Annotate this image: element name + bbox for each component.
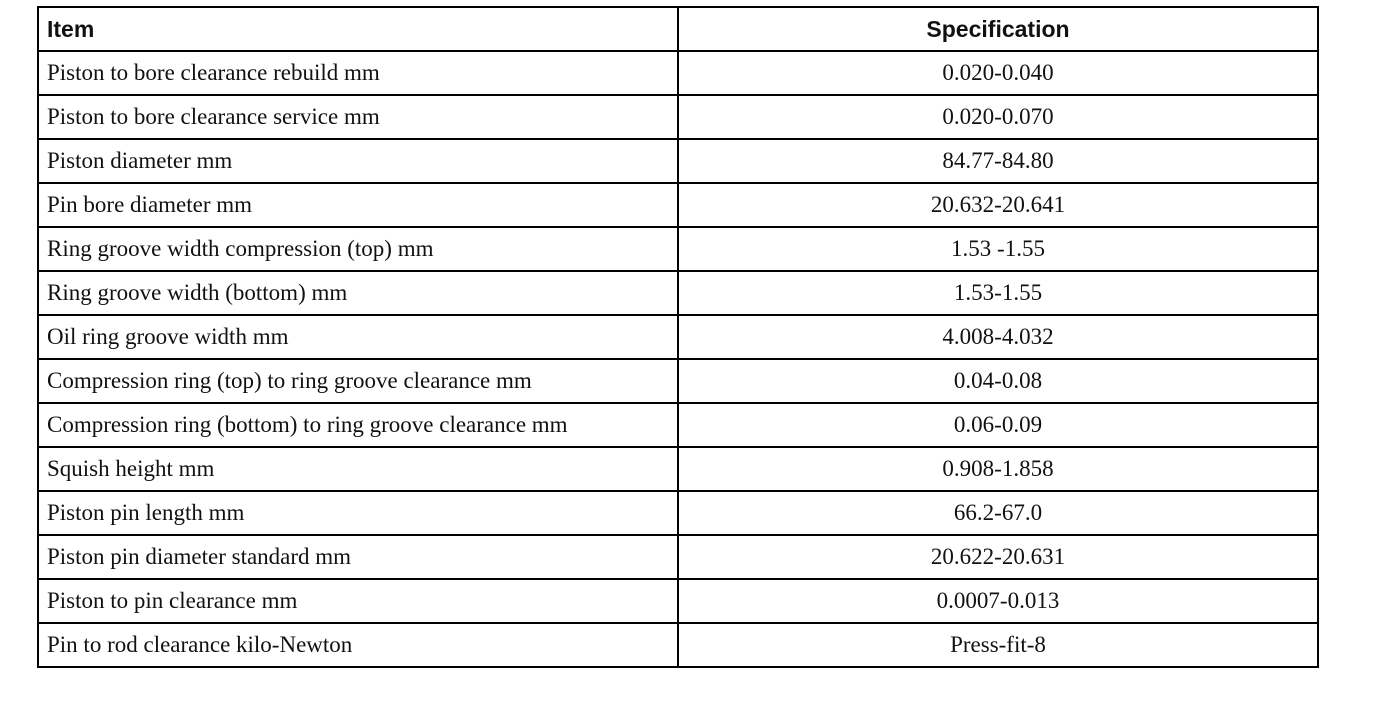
item-cell: Piston to pin clearance mm [38,579,678,623]
specification-cell: 0.020-0.070 [678,95,1318,139]
item-cell: Pin to rod clearance kilo-Newton [38,623,678,667]
item-cell: Piston to bore clearance service mm [38,95,678,139]
table-row [38,183,1318,227]
item-cell: Piston diameter mm [38,139,678,183]
table-row [38,579,1318,623]
specification-cell: 20.622-20.631 [678,535,1318,579]
table-row [38,535,1318,579]
table-row [38,227,1318,271]
column-header-specification: Specification [678,7,1318,51]
item-cell: Compression ring (top) to ring groove clearance mm [38,359,678,403]
specification-cell: 0.908-1.858 [678,447,1318,491]
specification-cell: 4.008-4.032 [678,315,1318,359]
specification-table [37,6,1319,668]
table-row [38,491,1318,535]
specification-cell: 84.77-84.80 [678,139,1318,183]
table-row [38,51,1318,95]
table-row [38,447,1318,491]
specification-cell: 20.632-20.641 [678,183,1318,227]
specification-cell: 0.0007-0.013 [678,579,1318,623]
item-cell: Ring groove width (bottom) mm [38,271,678,315]
table-row [38,315,1318,359]
item-cell: Ring groove width compression (top) mm [38,227,678,271]
item-cell: Piston pin length mm [38,491,678,535]
specification-cell: 1.53-1.55 [678,271,1318,315]
column-header-item: Item [38,7,678,51]
table-row [38,359,1318,403]
table-header-row [38,7,1318,51]
table-row [38,403,1318,447]
item-cell: Pin bore diameter mm [38,183,678,227]
specification-cell: 0.04-0.08 [678,359,1318,403]
specification-cell: 66.2-67.0 [678,491,1318,535]
specification-cell: 1.53 -1.55 [678,227,1318,271]
table-row [38,95,1318,139]
specification-cell: Press-fit-8 [678,623,1318,667]
item-cell: Piston to bore clearance rebuild mm [38,51,678,95]
item-cell: Piston pin diameter standard mm [38,535,678,579]
item-cell: Compression ring (bottom) to ring groove clearance mm [38,403,678,447]
item-cell: Squish height mm [38,447,678,491]
specification-cell: 0.06-0.09 [678,403,1318,447]
table-row [38,271,1318,315]
specification-cell: 0.020-0.040 [678,51,1318,95]
item-cell: Oil ring groove width mm [38,315,678,359]
table-row [38,623,1318,667]
table-row [38,139,1318,183]
